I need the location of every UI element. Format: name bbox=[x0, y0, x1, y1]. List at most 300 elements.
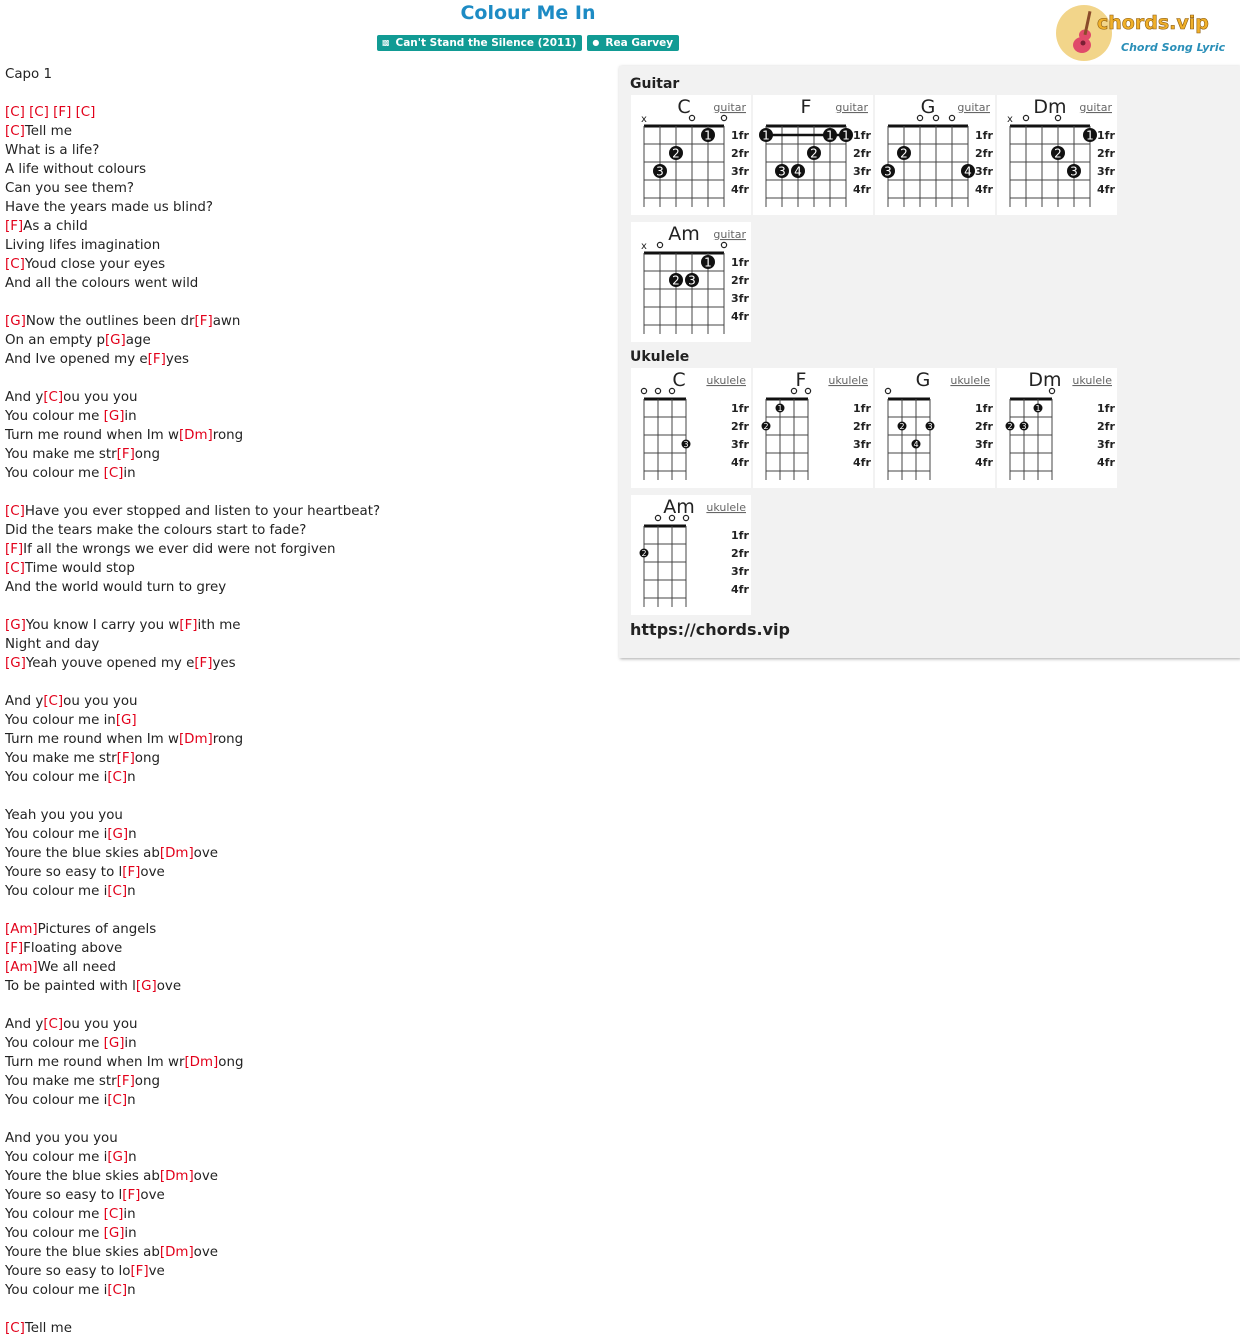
lyric-line bbox=[5, 274, 380, 293]
lyric-text: Turn me round when Im w bbox=[5, 732, 179, 747]
fret-label: 1fr bbox=[731, 402, 749, 415]
chord-link[interactable]: [G] bbox=[115, 713, 137, 728]
lyric-text: What is a life? bbox=[5, 143, 100, 158]
lyric-line bbox=[5, 293, 380, 312]
guitar-heading: Guitar bbox=[630, 76, 680, 92]
chord-link[interactable]: [F] bbox=[53, 105, 72, 120]
muted-string-marker: x bbox=[1007, 114, 1013, 125]
fret-label: 3fr bbox=[731, 565, 749, 578]
lyric-text: Living lifes imagination bbox=[5, 238, 161, 253]
lyric-line bbox=[5, 122, 380, 141]
lyric-text: ou you you bbox=[63, 1017, 138, 1032]
lyric-text: You colour me i bbox=[5, 1283, 108, 1298]
lyric-line bbox=[5, 1053, 380, 1072]
logo-tagline: Chord Song Lyric bbox=[1121, 41, 1226, 54]
instrument-link[interactable]: ukulele bbox=[828, 374, 868, 387]
lyric-text: Yeah you you you bbox=[5, 808, 123, 823]
fret-label: 3fr bbox=[731, 165, 749, 178]
finger-number: 1 bbox=[1086, 128, 1094, 143]
chord-link[interactable]: [Am] bbox=[5, 960, 38, 975]
lyric-line bbox=[5, 236, 380, 255]
lyric-text: ong bbox=[218, 1055, 244, 1070]
lyric-line bbox=[5, 1015, 380, 1034]
chord-link[interactable]: [G] bbox=[103, 1036, 125, 1051]
chord-link[interactable]: [C] bbox=[75, 105, 96, 120]
instrument-link[interactable]: guitar bbox=[713, 101, 746, 114]
chord-link[interactable]: [F] bbox=[122, 865, 141, 880]
chord-link[interactable]: [Dm] bbox=[184, 1055, 219, 1070]
chord-link[interactable]: [F] bbox=[116, 751, 135, 766]
lyric-line bbox=[5, 958, 380, 977]
lyric-line bbox=[5, 141, 380, 160]
instrument-link[interactable]: ukulele bbox=[706, 374, 746, 387]
chord-link[interactable]: [F] bbox=[179, 618, 198, 633]
finger-number: 2 bbox=[672, 273, 680, 288]
lyric-text: You make me str bbox=[5, 447, 117, 462]
chord-link[interactable]: [F] bbox=[116, 447, 135, 462]
lyric-text: Pictures of angels bbox=[37, 922, 157, 937]
lyric-line bbox=[5, 977, 380, 996]
lyric-line bbox=[5, 1072, 380, 1091]
lyric-line bbox=[5, 103, 380, 122]
ukulele-chord-card-f[interactable] bbox=[753, 368, 873, 488]
chord-name: C bbox=[677, 96, 691, 118]
lyric-text: yes bbox=[165, 352, 189, 367]
open-string-marker bbox=[721, 115, 726, 120]
lyric-line bbox=[5, 388, 380, 407]
fret-label: 1fr bbox=[731, 256, 749, 269]
site-logo[interactable] bbox=[1054, 3, 1234, 63]
lyric-text: You colour me bbox=[5, 466, 104, 481]
lyric-text: Yeah youve opened my e bbox=[25, 656, 195, 671]
lyric-text: Tell me bbox=[24, 124, 72, 139]
lyric-text: Youre so easy to lo bbox=[5, 1264, 131, 1279]
instrument-link[interactable]: guitar bbox=[957, 101, 990, 114]
album-name: Can't Stand the Silence (2011) bbox=[395, 37, 577, 49]
chord-link[interactable]: [Dm] bbox=[159, 846, 194, 861]
chord-link[interactable]: [C] bbox=[29, 105, 49, 120]
chord-link[interactable]: [C] bbox=[107, 770, 128, 785]
lyric-text: You colour me bbox=[5, 1036, 104, 1051]
chord-name: Am bbox=[668, 223, 700, 245]
open-string-marker bbox=[791, 388, 796, 393]
open-string-marker bbox=[949, 115, 954, 120]
chord-link[interactable]: [G] bbox=[5, 618, 26, 633]
lyric-text: And you you you bbox=[5, 1131, 118, 1146]
fret-label: 4fr bbox=[853, 183, 871, 196]
song-title-link[interactable]: Colour Me In bbox=[460, 2, 596, 24]
fret-label: 4fr bbox=[975, 456, 993, 469]
fret-label: 4fr bbox=[731, 583, 749, 596]
chord-link[interactable]: [G] bbox=[5, 656, 26, 671]
chord-link[interactable]: [C] bbox=[5, 561, 25, 576]
fret-label: 4fr bbox=[975, 183, 993, 196]
lyric-line bbox=[5, 787, 380, 806]
chord-name: C bbox=[672, 369, 686, 391]
lyric-text: ou you you bbox=[63, 390, 138, 405]
finger-number: 3 bbox=[656, 164, 664, 179]
open-string-marker bbox=[689, 115, 694, 120]
open-string-marker bbox=[933, 115, 938, 120]
lyric-line bbox=[5, 464, 380, 483]
lyric-line bbox=[5, 1148, 380, 1167]
chord-link[interactable]: [F] bbox=[5, 219, 24, 234]
lyric-text: You colour me bbox=[5, 1207, 104, 1222]
fret-label: 2fr bbox=[975, 147, 993, 160]
lyric-line bbox=[5, 1243, 380, 1262]
lyric-text: age bbox=[125, 333, 151, 348]
chord-link[interactable]: [C] bbox=[43, 1017, 64, 1032]
lyric-text: Have you ever stopped and listen to your heartbeat? bbox=[24, 504, 381, 519]
fret-label: 1fr bbox=[731, 129, 749, 142]
fret-label: 4fr bbox=[731, 456, 749, 469]
muted-string-marker: x bbox=[641, 241, 647, 252]
album-badge[interactable] bbox=[377, 35, 582, 51]
chord-link[interactable]: [F] bbox=[116, 1074, 135, 1089]
muted-string-marker: x bbox=[641, 114, 647, 125]
fret-label: 1fr bbox=[853, 402, 871, 415]
fret-label: 1fr bbox=[731, 529, 749, 542]
lyric-text: You colour me i bbox=[5, 827, 108, 842]
lyric-text: Turn me round when Im wr bbox=[5, 1055, 185, 1070]
chord-link[interactable]: [F] bbox=[5, 542, 24, 557]
lyric-line bbox=[5, 616, 380, 635]
fret-label: 2fr bbox=[853, 420, 871, 433]
lyric-text: We all need bbox=[37, 960, 116, 975]
lyric-text: ove bbox=[193, 1169, 219, 1184]
lyric-line bbox=[5, 312, 380, 331]
lyric-line bbox=[5, 1167, 380, 1186]
chord-name: Dm bbox=[1028, 369, 1062, 391]
finger-number: 3 bbox=[1070, 164, 1078, 179]
lyric-text: ou you you bbox=[63, 694, 138, 709]
lyric-text: rong bbox=[212, 732, 244, 747]
chord-link[interactable]: [G] bbox=[107, 1150, 129, 1165]
chord-link[interactable]: [C] bbox=[5, 1321, 25, 1336]
lyric-line bbox=[5, 768, 380, 787]
lyric-line bbox=[5, 825, 380, 844]
fret-label: 3fr bbox=[731, 438, 749, 451]
lyric-text: Capo 1 bbox=[5, 67, 53, 82]
lyric-text: You colour me i bbox=[5, 884, 108, 899]
chord-name: G bbox=[915, 369, 931, 391]
fret-label: 2fr bbox=[731, 547, 749, 560]
lyric-line bbox=[5, 882, 380, 901]
lyric-line bbox=[5, 1034, 380, 1053]
lyric-text: You know I carry you w bbox=[25, 618, 180, 633]
finger-number: 3 bbox=[683, 440, 689, 449]
lyric-text: n bbox=[127, 884, 136, 899]
chord-name: F bbox=[795, 369, 807, 391]
lyric-line bbox=[5, 559, 380, 578]
lyric-text: ove bbox=[193, 846, 219, 861]
instrument-link[interactable]: ukulele bbox=[950, 374, 990, 387]
instrument-link[interactable]: ukulele bbox=[1072, 374, 1112, 387]
chord-link[interactable]: [Dm] bbox=[178, 732, 213, 747]
lyric-text: You colour me bbox=[5, 409, 104, 424]
lyric-text: Can you see them? bbox=[5, 181, 134, 196]
site-url-link[interactable]: https://chords.vip bbox=[630, 620, 790, 639]
finger-number: 4 bbox=[794, 164, 802, 179]
chord-link[interactable]: [G] bbox=[5, 314, 26, 329]
lyric-text: Youre the blue skies ab bbox=[5, 846, 160, 861]
lyric-text: If all the wrongs we ever did were not forgiven bbox=[23, 542, 336, 557]
lyric-line bbox=[5, 217, 380, 236]
lyric-line bbox=[5, 521, 380, 540]
fret-label: 4fr bbox=[853, 456, 871, 469]
fret-label: 3fr bbox=[1097, 438, 1115, 451]
chord-link[interactable]: [C] bbox=[103, 1207, 124, 1222]
lyrics-sheet bbox=[5, 65, 380, 1338]
ukulele-chord-card-g[interactable] bbox=[875, 368, 995, 488]
lyric-line bbox=[5, 84, 380, 103]
lyric-text: Youre so easy to l bbox=[5, 865, 123, 880]
lyric-line bbox=[5, 1186, 380, 1205]
lyric-text: Turn me round when Im w bbox=[5, 428, 179, 443]
lyric-line bbox=[5, 730, 380, 749]
lyric-line bbox=[5, 844, 380, 863]
chord-link[interactable]: [F] bbox=[130, 1264, 149, 1279]
lyric-text: Tell me bbox=[24, 1321, 72, 1336]
chord-link[interactable]: [C] bbox=[107, 1283, 128, 1298]
guitar-chord-card-g[interactable] bbox=[875, 95, 995, 215]
lyric-text: n bbox=[128, 1150, 137, 1165]
fret-label: 2fr bbox=[1097, 147, 1115, 160]
chord-link[interactable]: [C] bbox=[107, 884, 128, 899]
finger-number: 4 bbox=[964, 164, 972, 179]
lyric-line bbox=[5, 996, 380, 1015]
lyric-text: And all the colours went wild bbox=[5, 276, 199, 291]
chord-link[interactable]: [F] bbox=[147, 352, 166, 367]
lyric-text: Now the outlines been dr bbox=[25, 314, 195, 329]
open-string-marker bbox=[805, 388, 810, 393]
lyric-line bbox=[5, 255, 380, 274]
fret-label: 4fr bbox=[731, 183, 749, 196]
lyric-line bbox=[5, 65, 380, 84]
finger-number: 1 bbox=[826, 128, 834, 143]
chord-link[interactable]: [G] bbox=[104, 333, 126, 348]
lyric-text: You colour me in bbox=[5, 713, 116, 728]
finger-number: 1 bbox=[704, 128, 712, 143]
lyric-line bbox=[5, 502, 380, 521]
lyric-line bbox=[5, 635, 380, 654]
lyric-text: You make me str bbox=[5, 1074, 117, 1089]
chord-link[interactable]: [C] bbox=[5, 124, 25, 139]
lyric-line bbox=[5, 901, 380, 920]
lyric-line bbox=[5, 654, 380, 673]
lyric-text: in bbox=[124, 409, 137, 424]
lyric-text: in bbox=[124, 1226, 137, 1241]
fret-label: 3fr bbox=[853, 165, 871, 178]
lyric-line bbox=[5, 198, 380, 217]
fret-label: 2fr bbox=[731, 147, 749, 160]
lyric-text: And y bbox=[5, 694, 44, 709]
fret-label: 4fr bbox=[731, 310, 749, 323]
chord-link[interactable]: [C] bbox=[107, 1093, 128, 1108]
lyric-text: You colour me bbox=[5, 1226, 104, 1241]
finger-number: 1 bbox=[1035, 404, 1041, 413]
lyric-line bbox=[5, 160, 380, 179]
open-string-marker bbox=[655, 388, 660, 393]
chord-link[interactable]: [Dm] bbox=[178, 428, 213, 443]
chord-link[interactable]: [Dm] bbox=[159, 1169, 194, 1184]
lyric-line bbox=[5, 1319, 380, 1338]
guitar-chord-card-c[interactable] bbox=[631, 95, 751, 215]
chord-link[interactable]: [F] bbox=[122, 1188, 141, 1203]
fret-label: 3fr bbox=[731, 292, 749, 305]
lyric-text: in bbox=[123, 1207, 136, 1222]
lyric-text: ove bbox=[193, 1245, 219, 1260]
chord-link[interactable]: [C] bbox=[103, 466, 124, 481]
lyric-text: And y bbox=[5, 390, 44, 405]
lyric-text: And Ive opened my e bbox=[5, 352, 148, 367]
finger-number: 1 bbox=[762, 128, 770, 143]
lyric-text: ong bbox=[134, 1074, 160, 1089]
guitar-chord-card-am[interactable] bbox=[631, 222, 751, 342]
lyric-line bbox=[5, 749, 380, 768]
lyric-line bbox=[5, 920, 380, 939]
finger-number: 3 bbox=[688, 273, 696, 288]
fret-label: 2fr bbox=[731, 274, 749, 287]
lyric-text: ove bbox=[140, 865, 165, 880]
lyric-line bbox=[5, 426, 380, 445]
fret-label: 2fr bbox=[731, 420, 749, 433]
open-string-marker bbox=[657, 242, 662, 247]
chord-link[interactable]: [G] bbox=[103, 409, 125, 424]
album-icon: ▩ bbox=[381, 38, 390, 47]
fret-label: 1fr bbox=[975, 402, 993, 415]
chord-link[interactable]: [F] bbox=[194, 314, 213, 329]
lyric-line bbox=[5, 1300, 380, 1319]
chord-link[interactable]: [C] bbox=[43, 390, 64, 405]
user-icon: ● bbox=[592, 38, 600, 47]
chord-link[interactable]: [C] bbox=[5, 504, 25, 519]
ukulele-chord-card-am[interactable] bbox=[631, 495, 751, 615]
chord-link[interactable]: [F] bbox=[5, 941, 24, 956]
lyric-text: Have the years made us blind? bbox=[5, 200, 214, 215]
lyric-text: ve bbox=[148, 1264, 165, 1279]
lyric-line bbox=[5, 806, 380, 825]
chord-name: Am bbox=[663, 496, 695, 518]
lyric-text: You colour me i bbox=[5, 1093, 108, 1108]
lyric-text: As a child bbox=[23, 219, 88, 234]
lyric-line bbox=[5, 540, 380, 559]
chord-link[interactable]: [G] bbox=[107, 827, 129, 842]
artist-badge[interactable] bbox=[587, 35, 679, 51]
fret-label: 2fr bbox=[1097, 420, 1115, 433]
lyric-text: ove bbox=[156, 979, 182, 994]
lyric-text: To be painted with l bbox=[5, 979, 136, 994]
lyric-text: On an empty p bbox=[5, 333, 105, 348]
finger-number: 1 bbox=[704, 255, 712, 270]
ukulele-chord-card-dm[interactable] bbox=[997, 368, 1117, 488]
instrument-link[interactable]: ukulele bbox=[706, 501, 746, 514]
fret-label: 4fr bbox=[1097, 456, 1115, 469]
lyric-line bbox=[5, 1281, 380, 1300]
finger-number: 3 bbox=[927, 422, 933, 431]
chord-name: Dm bbox=[1033, 96, 1067, 118]
chord-link[interactable]: [G] bbox=[135, 979, 157, 994]
chord-link[interactable]: [F] bbox=[194, 656, 213, 671]
lyric-text: You make me str bbox=[5, 751, 117, 766]
chord-link[interactable]: [Dm] bbox=[159, 1245, 194, 1260]
lyric-text: ong bbox=[134, 751, 160, 766]
ukulele-heading: Ukulele bbox=[630, 349, 690, 365]
song-badges bbox=[0, 35, 1056, 51]
fret-label: 3fr bbox=[1097, 165, 1115, 178]
finger-number: 2 bbox=[1007, 422, 1013, 431]
lyric-text: awn bbox=[212, 314, 241, 329]
lyric-line bbox=[5, 483, 380, 502]
lyric-text: n bbox=[127, 770, 136, 785]
open-string-marker bbox=[641, 388, 646, 393]
finger-number: 2 bbox=[900, 146, 908, 161]
finger-number: 2 bbox=[672, 146, 680, 161]
fret-label: 3fr bbox=[975, 165, 993, 178]
chord-link[interactable]: [G] bbox=[103, 1226, 125, 1241]
lyric-line bbox=[5, 445, 380, 464]
chord-link[interactable]: [C] bbox=[5, 257, 25, 272]
lyric-text: Youre the blue skies ab bbox=[5, 1169, 160, 1184]
lyric-line bbox=[5, 1224, 380, 1243]
lyric-line bbox=[5, 939, 380, 958]
lyric-line bbox=[5, 331, 380, 350]
fret-label: 1fr bbox=[975, 129, 993, 142]
instrument-link[interactable]: guitar bbox=[713, 228, 746, 241]
fret-label: 3fr bbox=[975, 438, 993, 451]
lyric-text: ong bbox=[134, 447, 160, 462]
lyric-text: You colour me i bbox=[5, 1150, 108, 1165]
finger-number: 4 bbox=[913, 440, 919, 449]
fret-label: 1fr bbox=[1097, 129, 1115, 142]
lyric-line bbox=[5, 863, 380, 882]
fret-label: 1fr bbox=[853, 129, 871, 142]
lyric-text: Time would stop bbox=[24, 561, 135, 576]
fret-label: 4fr bbox=[1097, 183, 1115, 196]
lyric-line bbox=[5, 597, 380, 616]
lyric-text: Youre the blue skies ab bbox=[5, 1245, 160, 1260]
finger-number: 3 bbox=[778, 164, 786, 179]
finger-number: 1 bbox=[777, 404, 783, 413]
finger-number: 2 bbox=[810, 146, 818, 161]
chord-link[interactable]: [C] bbox=[5, 105, 25, 120]
fret-label: 3fr bbox=[853, 438, 871, 451]
chord-link[interactable]: [Am] bbox=[5, 922, 38, 937]
ukulele-chord-card-c[interactable] bbox=[631, 368, 751, 488]
lyric-line bbox=[5, 1091, 380, 1110]
instrument-link[interactable]: guitar bbox=[1079, 101, 1112, 114]
lyric-line bbox=[5, 673, 380, 692]
lyric-text: Night and day bbox=[5, 637, 100, 652]
fret-label: 2fr bbox=[853, 147, 871, 160]
lyric-line bbox=[5, 578, 380, 597]
open-string-marker bbox=[655, 515, 660, 520]
finger-number: 2 bbox=[1054, 146, 1062, 161]
guitar-chord-card-dm[interactable] bbox=[997, 95, 1117, 215]
open-string-marker bbox=[885, 388, 890, 393]
instrument-link[interactable]: guitar bbox=[835, 101, 868, 114]
lyric-text: in bbox=[123, 466, 136, 481]
open-string-marker bbox=[721, 242, 726, 247]
lyric-line bbox=[5, 692, 380, 711]
finger-number: 2 bbox=[641, 549, 647, 558]
finger-number: 3 bbox=[1021, 422, 1027, 431]
finger-number: 2 bbox=[899, 422, 905, 431]
lyric-text: Youd close your eyes bbox=[24, 257, 166, 272]
lyric-line bbox=[5, 369, 380, 388]
guitar-chord-card-f[interactable] bbox=[753, 95, 873, 215]
chord-link[interactable]: [C] bbox=[43, 694, 64, 709]
